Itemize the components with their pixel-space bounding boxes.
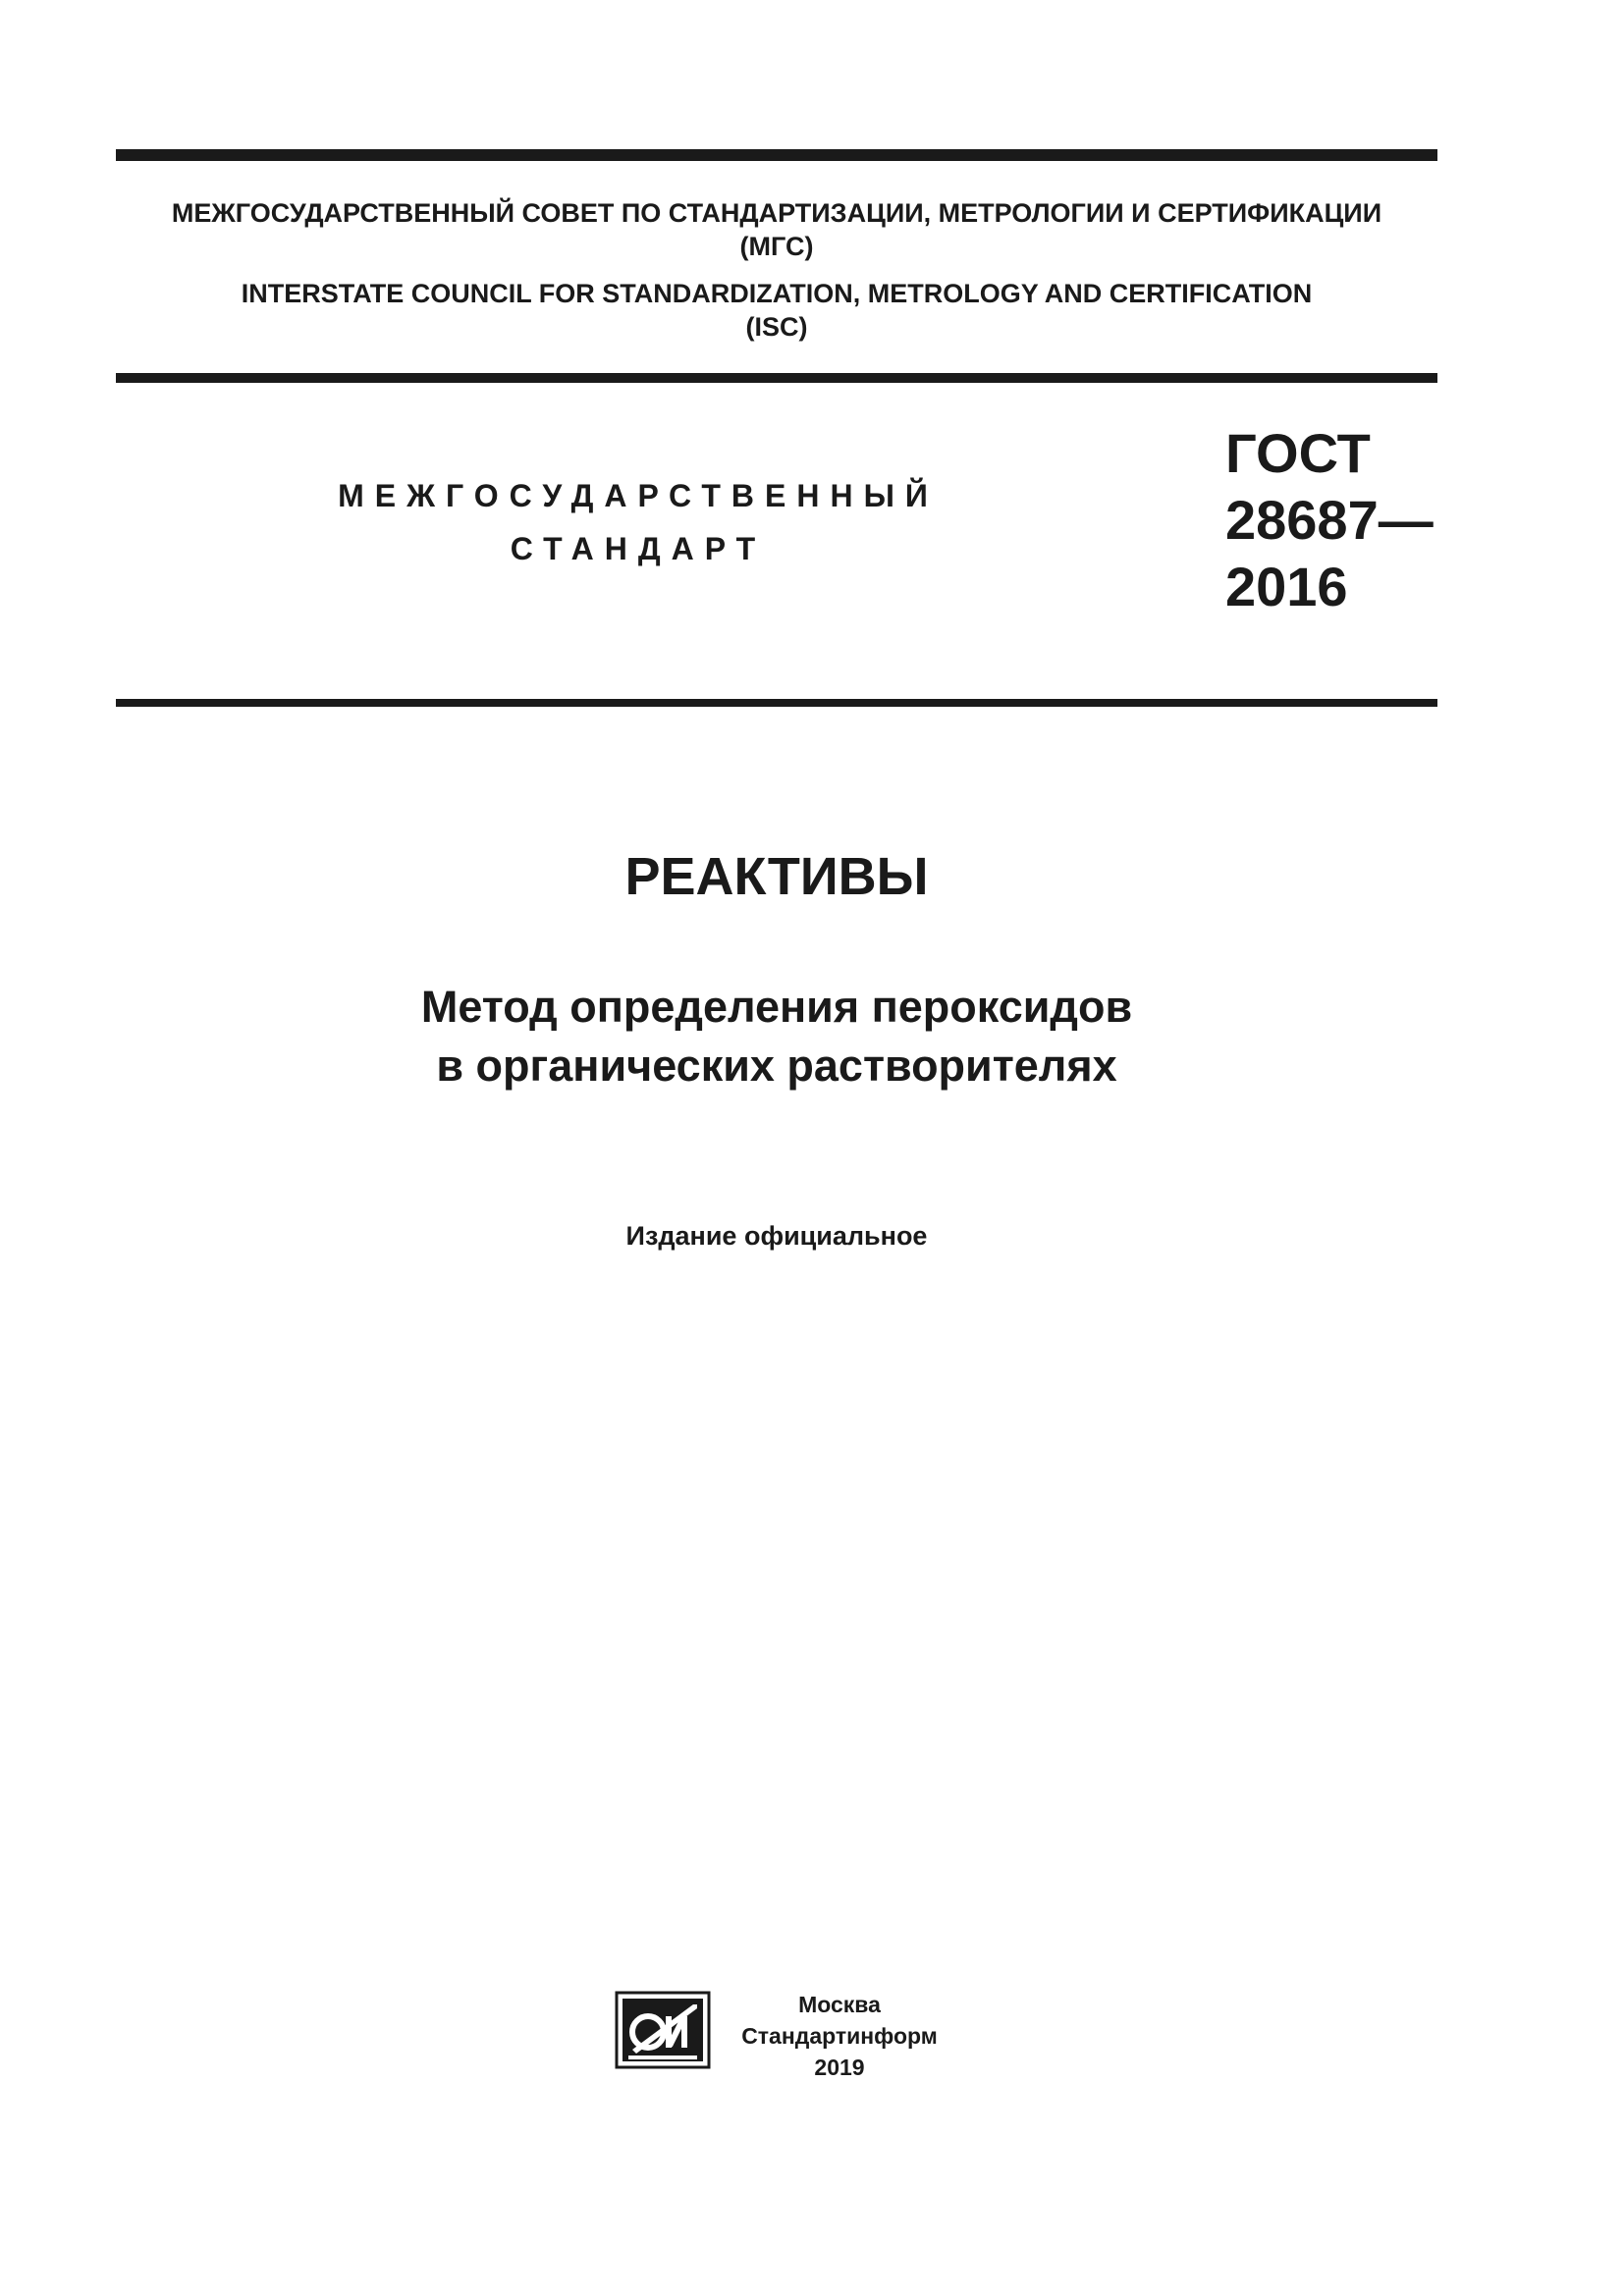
top-rule [116,149,1437,161]
council-name-en [116,277,1437,344]
standard-year: 2016 [1225,556,1348,617]
document-subtitle [116,978,1437,1095]
standard-number [1225,420,1434,620]
standard-prefix: ГОСТ [1225,422,1371,484]
imprint [717,1989,962,2083]
standard-kind-line-2: СТАНДАРТ [510,531,767,566]
subtitle-line-1: Метод определения пероксидов [420,982,1133,1032]
subtitle-line-2: в органических растворителях [436,1041,1117,1091]
document-title: РЕАКТИВЫ [624,847,929,906]
council-name-ru [116,196,1437,263]
imprint-publisher: Стандартинформ [741,2023,938,2049]
council-name-en-line: INTERSTATE COUNCIL FOR STANDARDIZATION, METROLOGY AND CERTIFICATION [241,279,1313,308]
council-abbr-en: (ISC) [745,312,808,342]
standard-kind-line-1: МЕЖГОСУДАРСТВЕННЫЙ [338,478,939,513]
edition-label: Издание официальное [625,1221,928,1251]
council-abbr-ru: (МГС) [739,232,814,261]
standard-kind [295,469,982,575]
imprint-city: Москва [798,1992,881,2017]
standard-code: 28687— [1225,489,1434,551]
standartinform-logo-icon [615,1991,711,2069]
council-name-ru-line: МЕЖГОСУДАРСТВЕННЫЙ СОВЕТ ПО СТАНДАРТИЗАЦИИ, МЕТРОЛОГИИ И СЕРТИФИКАЦИИ [171,198,1382,228]
middle-rule [116,373,1437,383]
bottom-rule [116,699,1437,707]
imprint-year: 2019 [814,2055,865,2080]
